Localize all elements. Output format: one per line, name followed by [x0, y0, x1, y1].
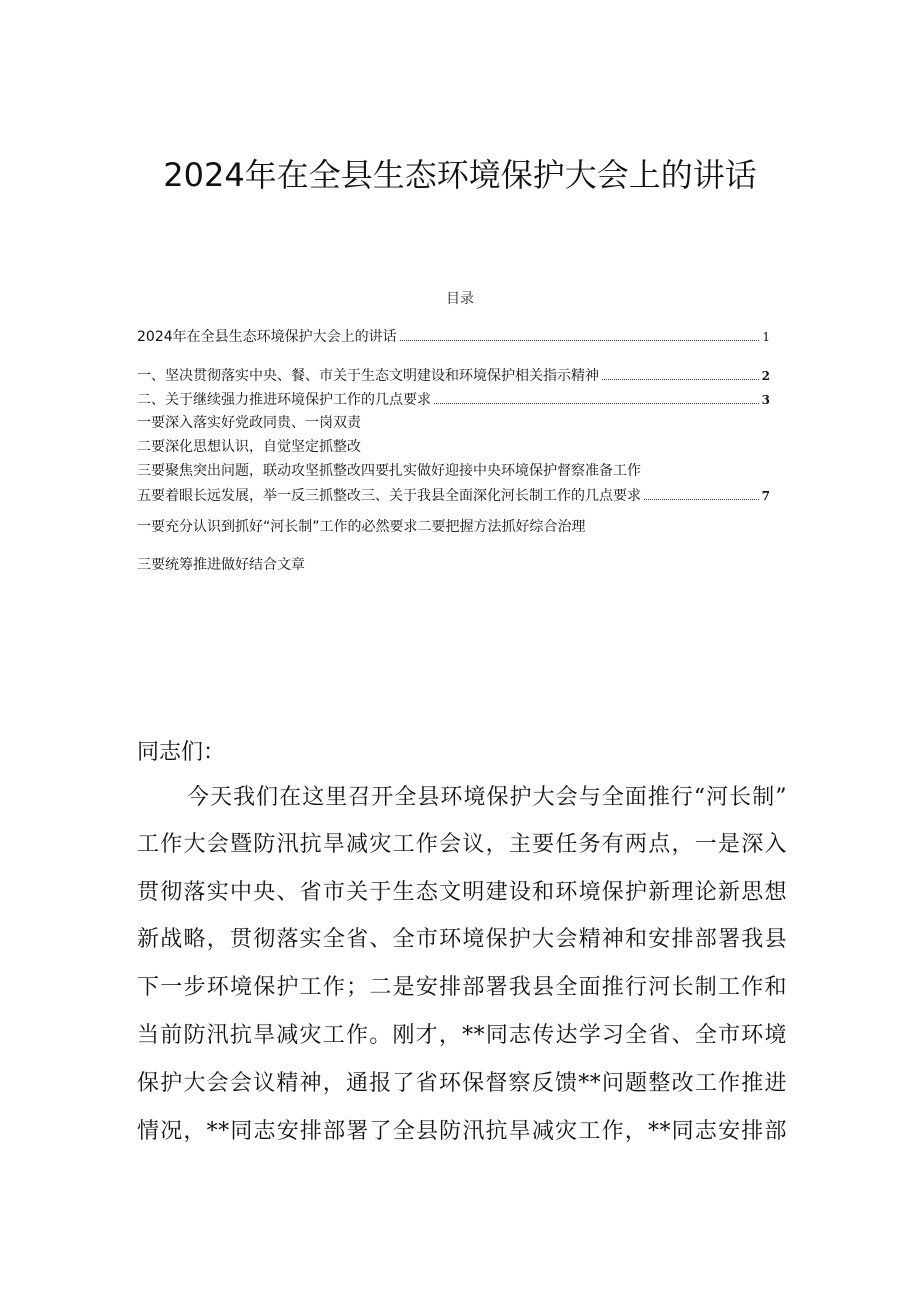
toc-entry-label: 三要统筹推进做好结合文章 — [137, 557, 305, 573]
toc-entry-label: 一要充分认识到抓好“河长制”工作的必然要求二要把握方法抓好综合治理 — [137, 519, 586, 535]
toc-entry-label: 一要深入落实好党政同贵、一岗双责 — [137, 415, 361, 431]
toc-entry[interactable] — [137, 367, 770, 385]
toc-page-number: 3 — [761, 393, 770, 407]
toc-entry[interactable] — [137, 518, 586, 536]
toc-entry-label: 二、关于继续强力推进环境保护工作的几点要求 — [137, 392, 431, 408]
toc-entry[interactable] — [137, 462, 641, 480]
toc-entry[interactable] — [137, 556, 305, 574]
toc-entry-label: 三要聚焦突出问题，联动攻坚抓整改四要扎实做好迎接中央环境保护督察准备工作 — [137, 463, 641, 479]
paragraph-line: 今天我们在这里召开全县环境保护大会与全面推行“河长制” — [187, 785, 787, 810]
salutation: 同志们： — [137, 740, 226, 765]
paragraph-line: 新战略，贯彻落实全省、全市环境保护大会精神和安排部署我县 — [137, 927, 787, 952]
toc-leader — [400, 339, 760, 341]
toc-entry[interactable] — [137, 414, 361, 432]
toc-leader — [644, 498, 759, 500]
paragraph-line: 贯彻落实中央、省市关于生态文明建设和环境保护新理论新思想 — [137, 880, 787, 905]
paragraph-line: 情况，**同志安排部署了全县防汛抗旱减灾工作，**同志安排部 — [137, 1119, 787, 1144]
toc-entry[interactable] — [137, 391, 770, 409]
toc-page-number: 1 — [762, 330, 770, 344]
toc-entry-label: 一、坚决贯彻落实中央、餐、市关于生态文明建设和环境保护相关指示精神 — [137, 368, 599, 384]
paragraph-line: 保护大会会议精神，通报了省环保督察反馈**问题整改工作推进 — [137, 1071, 787, 1096]
toc-entry-label: 二要深化思想认识，自觉坚定抓整改 — [137, 439, 361, 455]
toc-entry[interactable] — [137, 487, 770, 505]
toc-page-number: 7 — [761, 489, 770, 503]
paragraph-line: 当前防汛抗旱减灾工作。刚才，**同志传达学习全省、全市环境 — [137, 1023, 787, 1048]
toc-entry[interactable] — [137, 328, 770, 346]
toc-leader — [602, 378, 759, 380]
toc-entry-label: 五要着眼长远发展，举一反三抓整改三、关于我县全面深化河长制工作的几点要求 — [137, 488, 641, 504]
toc-entry[interactable] — [137, 438, 361, 456]
toc-heading: 目录 — [446, 291, 474, 307]
paragraph-line: 下一步环境保护工作；二是安排部署我县全面推行河长制工作和 — [137, 975, 787, 1000]
paragraph-line: 工作大会暨防汛抗旱减灾工作会议，主要任务有两点，一是深入 — [137, 832, 787, 857]
toc-page-number: 2 — [761, 369, 770, 383]
toc-entry-label: 2024年在全县生态环境保护大会上的讲话 — [137, 329, 397, 345]
document-title: 2024年在全县生态环境保护大会上的讲话 — [163, 156, 757, 194]
toc-leader — [434, 402, 759, 404]
